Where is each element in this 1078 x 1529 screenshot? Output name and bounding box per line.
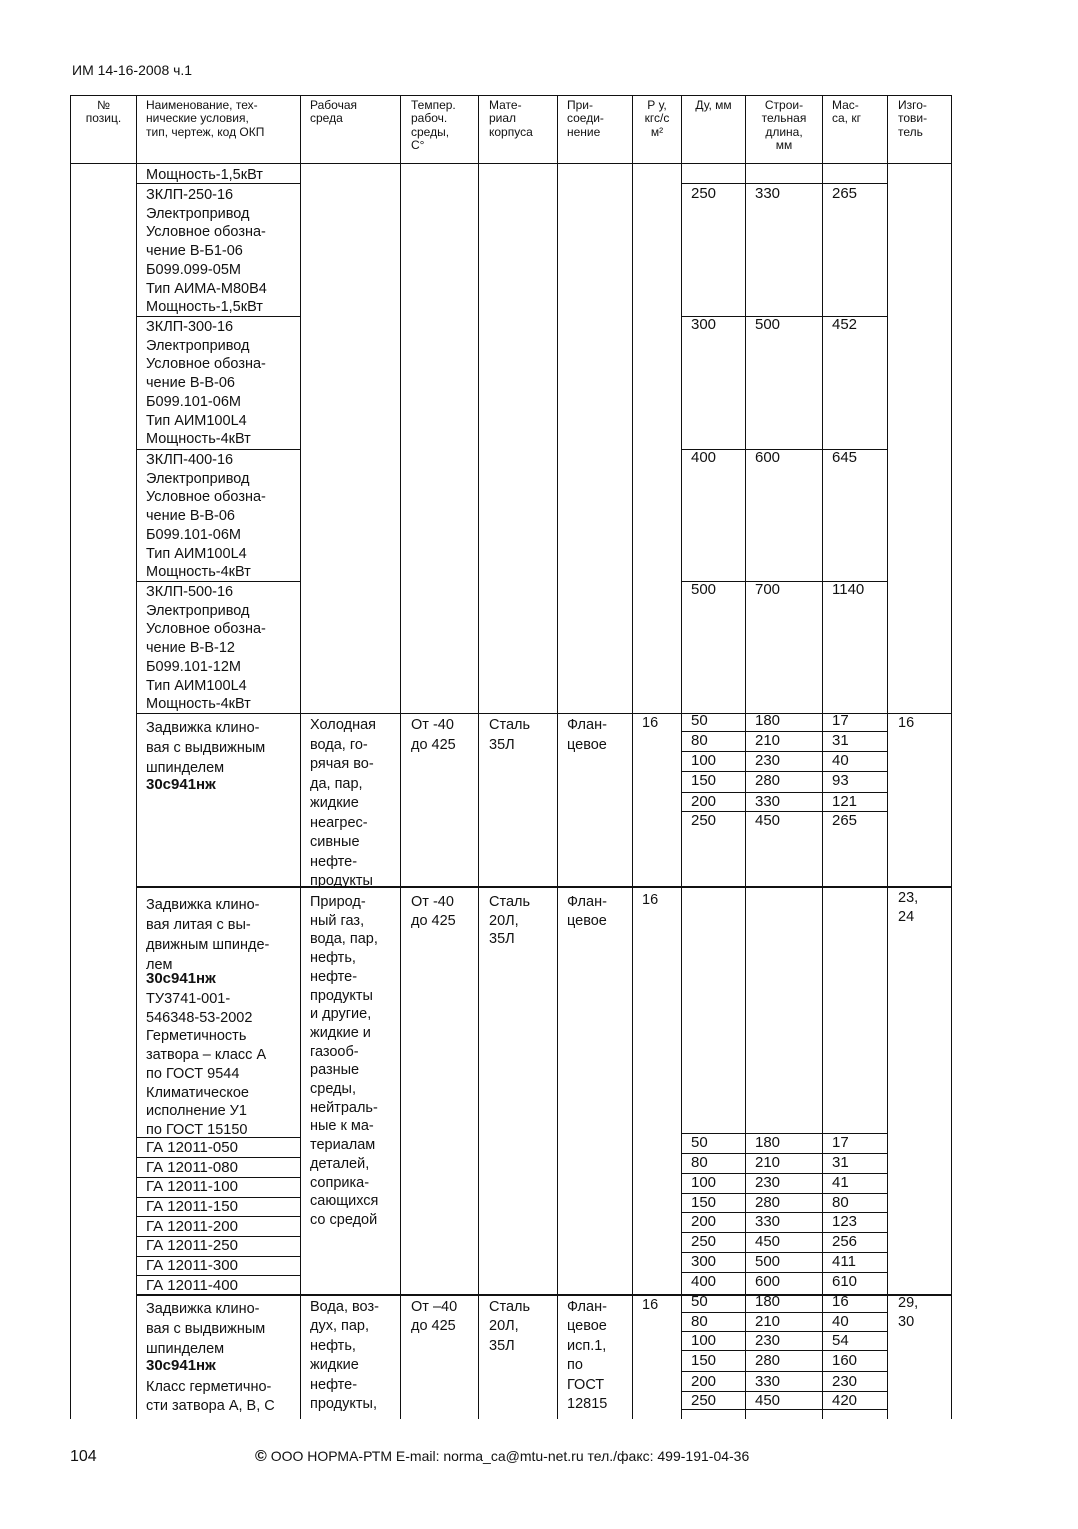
mass-value: 123	[832, 1213, 858, 1230]
mass-value: 31	[832, 1154, 849, 1171]
header-dn: Ду, мм	[695, 98, 732, 112]
temperature: От -40 до 425	[411, 894, 456, 929]
header-pressure: Р у, кгс/с м²	[644, 98, 670, 139]
length-value: 330	[755, 793, 781, 810]
col-divider	[300, 95, 301, 1419]
body-material: Сталь 20Л, 35Л	[489, 894, 531, 948]
dn-value: 150	[691, 1194, 717, 1211]
row-rule	[136, 1216, 300, 1217]
header-maker: Изго- тови- тель	[898, 98, 928, 139]
dn-value: 250	[691, 1233, 717, 1250]
mass-value: 230	[832, 1373, 858, 1390]
mass-value: 265	[832, 812, 858, 829]
dn-value: 250	[691, 812, 717, 829]
mass-value: 31	[832, 732, 849, 749]
body-material: Сталь 35Л	[489, 717, 531, 753]
product-name: Задвижка клино- вая с выдвижным шпинделем	[146, 1301, 266, 1357]
length-value: 450	[755, 1233, 781, 1250]
table-border-right	[951, 95, 952, 1419]
model-code: ГА 12011-080	[146, 1159, 238, 1176]
dn-value: 300	[691, 1253, 717, 1270]
manufacturer: 29, 30	[898, 1295, 919, 1330]
mass-value: 17	[832, 1134, 849, 1151]
header-temp: Темпер. рабоч. среды, С°	[411, 98, 456, 153]
length-value: 330	[755, 185, 781, 202]
length-value: 600	[755, 449, 781, 466]
col-divider	[136, 95, 137, 1419]
header-length: Строи- тельная длина, мм	[761, 98, 807, 153]
length-value: 450	[755, 1392, 781, 1409]
mass-value: 40	[832, 1313, 849, 1330]
pressure-value: 16	[642, 892, 659, 908]
length-value: 230	[755, 1332, 781, 1349]
working-medium: Вода, воз- дух, пар, нефть, жидкие нефте- продукты,	[310, 1299, 379, 1413]
length-value: 180	[755, 1134, 781, 1151]
model-code: ГА 12011-200	[146, 1218, 238, 1235]
dn-value: 50	[691, 1134, 708, 1151]
page-number: 104	[70, 1448, 97, 1465]
row-rule	[136, 1275, 300, 1276]
length-value: 600	[755, 1273, 781, 1290]
model-code: ГА 12011-150	[146, 1198, 238, 1215]
temperature: От –40 до 425	[411, 1299, 458, 1335]
model-code: ГА 12011-100	[146, 1178, 238, 1195]
mass-value: 256	[832, 1233, 858, 1250]
length-value: 500	[755, 1253, 781, 1270]
col-divider	[822, 95, 823, 1419]
footer-line	[255, 1448, 749, 1466]
dn-value: 500	[691, 581, 717, 598]
mass-value: 17	[832, 712, 849, 729]
dn-value: 150	[691, 1352, 717, 1369]
col-divider	[400, 95, 401, 1419]
length-value: 330	[755, 1373, 781, 1390]
col-divider	[887, 95, 888, 1419]
length-value: 210	[755, 732, 781, 749]
manufacturer: 16	[898, 715, 915, 731]
col-divider	[632, 95, 633, 1419]
mass-value: 645	[832, 449, 858, 466]
length-value: 210	[755, 1313, 781, 1330]
length-value: 450	[755, 812, 781, 829]
dn-value: 80	[691, 732, 708, 749]
row-rule	[681, 1350, 887, 1351]
header-material: Мате- риал корпуса	[489, 98, 533, 139]
col-divider	[745, 95, 746, 1419]
table-border-top	[70, 95, 952, 96]
product-name: Задвижка клино- вая литая с вы- движным шпинде- лем	[146, 897, 270, 973]
dn-value: 200	[691, 1373, 717, 1390]
mass-value: 41	[832, 1174, 849, 1191]
document-header: ИМ 14-16-2008 ч.1	[72, 62, 193, 78]
row-rule	[681, 1153, 887, 1154]
connection-type: Флан- цевое	[567, 894, 607, 929]
mass-value: 610	[832, 1273, 858, 1290]
length-value: 330	[755, 1213, 781, 1230]
row-rule	[681, 183, 887, 184]
row-rule	[136, 1157, 300, 1158]
footer-text: ООО НОРМА-РТМ E-mail: norma_ca@mtu-net.ru тел./факс: 499-191-04-36	[270, 1448, 750, 1464]
connection-type: Флан- цевое исп.1, по ГОСТ 12815	[567, 1299, 608, 1413]
dn-value: 50	[691, 1293, 708, 1310]
mass-value: 420	[832, 1392, 858, 1409]
mass-value: 160	[832, 1352, 858, 1369]
mass-value: 80	[832, 1194, 849, 1211]
length-value: 280	[755, 772, 781, 789]
dn-value: 80	[691, 1154, 708, 1171]
copyright-icon: ©	[255, 1448, 267, 1465]
dn-value: 400	[691, 449, 717, 466]
dn-value: 200	[691, 793, 717, 810]
header-medium: Рабочая среда	[310, 98, 357, 126]
header-pos: № позиц.	[85, 98, 122, 126]
working-medium: Холодная вода, го- рячая во- да, пар, жидкие неагрес- сивные нефте- продукты	[310, 717, 377, 889]
mass-value: 121	[832, 793, 858, 810]
model-code: ГА 12011-300	[146, 1257, 238, 1274]
mass-value: 54	[832, 1332, 849, 1349]
row-name: ЗКЛП-300-16 Электропривод Условное обозна- чение В-В-06 Б099.101-06М Тип АИМ100L4 Мощность-4кВт	[146, 319, 266, 448]
length-value: 500	[755, 316, 781, 333]
row-rule	[681, 1312, 887, 1313]
dn-value: 50	[691, 712, 708, 729]
row-rule	[681, 1133, 887, 1134]
dn-value: 400	[691, 1273, 717, 1290]
model-code: ГА 12011-400	[146, 1277, 238, 1294]
row-name: Мощность-1,5кВт	[146, 167, 263, 183]
header-bottom-rule	[70, 163, 952, 164]
col-divider	[557, 95, 558, 1419]
col-divider	[478, 95, 479, 1419]
header-connection: При- соеди- нение	[567, 98, 604, 139]
model-code: ГА 12011-050	[146, 1139, 238, 1156]
dn-value: 80	[691, 1313, 708, 1330]
length-value: 280	[755, 1352, 781, 1369]
header-mass: Мас- са, кг	[832, 98, 861, 126]
product-code: 30с941нж	[146, 1357, 216, 1374]
section-rule	[136, 1294, 952, 1296]
table-border-left	[70, 95, 71, 1419]
mass-value: 411	[832, 1253, 856, 1270]
row-rule	[136, 449, 300, 450]
length-value: 230	[755, 752, 781, 769]
product-specs: ТУ3741-001- 546348-53-2002 Герметичность затвора – класс А по ГОСТ 9544 Климатическое исполнение У1 по ГОСТ 15150	[146, 991, 267, 1138]
length-value: 700	[755, 581, 781, 598]
product-code: 30с941нж	[146, 970, 216, 987]
mass-value: 1140	[832, 581, 865, 598]
length-value: 230	[755, 1174, 781, 1191]
product-specs: Класс герметично- сти затвора А, В, С	[146, 1379, 275, 1414]
section-rule	[136, 886, 952, 888]
dn-value: 250	[691, 1392, 717, 1409]
working-medium: Природ- ный газ, вода, пар, нефть, нефте- продукты и другие, жидкие и газооб- разные среды, нейтраль- ные к ма- териалам деталей, соприка- сающихся со средой	[310, 894, 379, 1228]
body-material: Сталь 20Л, 35Л	[489, 1299, 531, 1354]
mass-value: 265	[832, 185, 858, 202]
mass-value: 452	[832, 316, 858, 333]
dn-value: 200	[691, 1213, 717, 1230]
temperature: От -40 до 425	[411, 717, 456, 753]
model-code: ГА 12011-250	[146, 1237, 238, 1254]
mass-value: 16	[832, 1293, 849, 1310]
mass-value: 40	[832, 752, 849, 769]
product-name: Задвижка клино- вая с выдвижным шпинделем	[146, 720, 266, 776]
dn-value: 100	[691, 1174, 717, 1191]
dn-value: 300	[691, 316, 717, 333]
pressure-value: 16	[642, 715, 659, 731]
dn-value: 150	[691, 772, 717, 789]
length-value: 280	[755, 1194, 781, 1211]
pressure-value: 16	[642, 1297, 659, 1313]
length-value: 210	[755, 1154, 781, 1171]
col-divider	[681, 95, 682, 1419]
row-name: ЗКЛП-250-16 Электропривод Условное обозна- чение В-Б1-06 Б099.099-05М Тип АИМА-М80В4 Мощность-1,5кВт	[146, 187, 267, 316]
length-value: 180	[755, 1293, 781, 1310]
connection-type: Флан- цевое	[567, 717, 607, 753]
length-value: 180	[755, 712, 781, 729]
mass-value: 93	[832, 772, 849, 789]
dn-value: 100	[691, 1332, 717, 1349]
row-name: ЗКЛП-500-16 Электропривод Условное обозна- чение В-В-12 Б099.101-12М Тип АИМ100L4 Мощность-4кВт	[146, 584, 266, 713]
dn-value: 100	[691, 752, 717, 769]
header-name: Наименование, тех- нические условия, тип, чертеж, код ОКП	[146, 98, 265, 139]
row-name: ЗКЛП-400-16 Электропривод Условное обозна- чение В-В-06 Б099.101-06М Тип АИМ100L4 Мощность-4кВт	[146, 452, 266, 581]
product-code: 30с941нж	[146, 776, 216, 793]
row-rule	[681, 731, 887, 732]
dn-value: 250	[691, 185, 717, 202]
manufacturer: 23, 24	[898, 890, 919, 925]
row-rule	[681, 1371, 887, 1372]
